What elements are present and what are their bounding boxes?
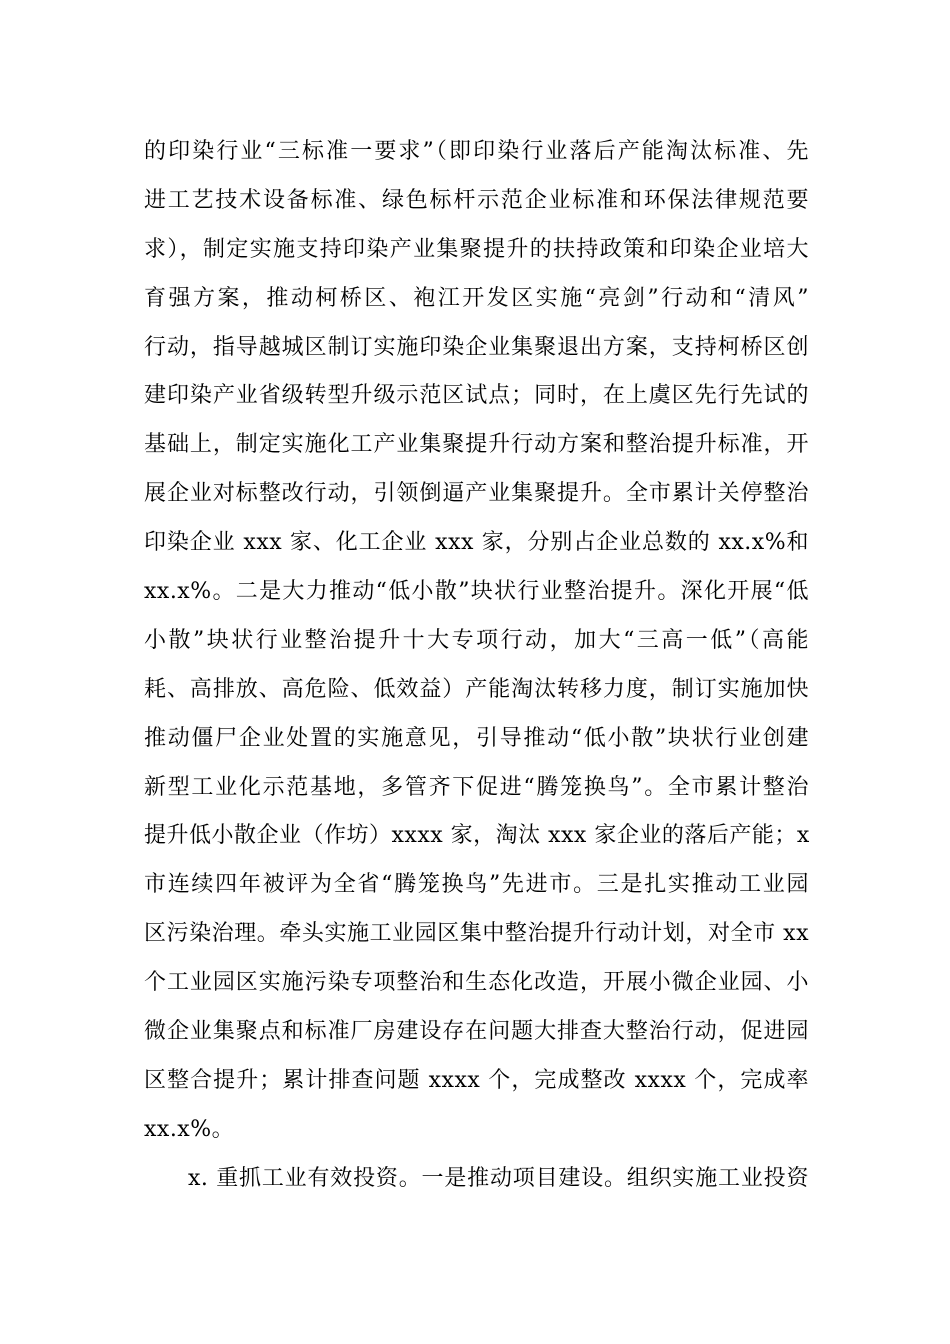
text-line: 行动，指导越城区制订实施印染企业集聚退出方案，支持柯桥区创 [144, 334, 809, 360]
text-line: xx.x%。 [144, 1116, 235, 1142]
text-line: 育强方案，推动柯桥区、袍江开发区实施“亮剑”行动和“清风” [144, 285, 809, 311]
text-line: 新型工业化示范基地，多管齐下促进“腾笼换鸟”。全市累计整治 [144, 774, 809, 800]
text-line: 的印染行业“三标准一要求”（即印染行业落后产能淘汰标准、先 [144, 139, 809, 164]
text-line: 推动僵尸企业处置的实施意见，引导推动“低小散”块状行业创建 [144, 725, 809, 751]
text-line: 提升低小散企业（作坊）xxxx 家，淘汰 xxx 家企业的落后产能；x [144, 823, 810, 849]
text-line: 展企业对标整改行动，引领倒逼产业集聚提升。全市累计关停整治 [144, 481, 809, 507]
text-line: 进工艺技术设备标准、绿色标杆示范企业标准和环保法律规范要 [144, 187, 809, 213]
text-line: 印染企业 xxx 家、化工企业 xxx 家，分别占企业总数的 xx.x%和 [144, 530, 809, 556]
text-line: 建印染产业省级转型升级示范区试点；同时，在上虞区先行先试的 [144, 383, 809, 409]
text-line: 区污染治理。牵头实施工业园区集中整治提升行动计划，对全市 xx [144, 921, 809, 947]
text-line: 微企业集聚点和标准厂房建设存在问题大排查大整治行动，促进园 [144, 1019, 809, 1045]
text-line: 求），制定实施支持印染产业集聚提升的扶持政策和印染企业培大 [144, 236, 809, 262]
text-line: 耗、高排放、高危险、低效益）产能淘汰转移力度，制订实施加快 [144, 676, 809, 702]
text-line: 个工业园区实施污染专项整治和生态化改造，开展小微企业园、小 [144, 970, 809, 996]
text-line: 基础上，制定实施化工产业集聚提升行动方案和整治提升标准，开 [144, 432, 809, 458]
text-line: 小散”块状行业整治提升十大专项行动，加大“三高一低”（高能 [144, 627, 809, 653]
text-line: xx.x%。二是大力推动“低小散”块状行业整治提升。深化开展“低 [144, 579, 809, 605]
body-text [144, 128, 809, 1204]
text-line: 区整合提升；累计排查问题 xxxx 个，完成整改 xxxx 个，完成率 [144, 1067, 809, 1093]
text-line: 市连续四年被评为全省“腾笼换鸟”先进市。三是扎实推动工业园 [144, 872, 809, 898]
paragraph-start-line: x. 重抓工业有效投资。一是推动项目建设。组织实施工业投资 [188, 1165, 809, 1191]
